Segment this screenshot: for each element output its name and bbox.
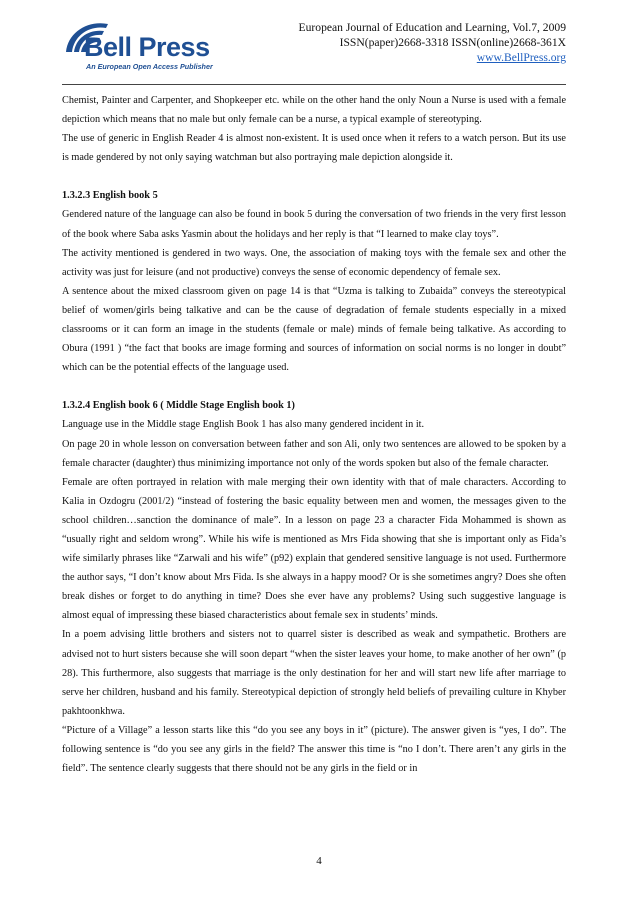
paragraph: A sentence about the mixed classroom given on page 14 is that “Uzma is talking to Zubaida” conveys the stereotypical belief of women/girls being talkative and can be the cause of degradation of female students especially in a mixed classrooms or it can form an image in the students (female or male) minds of female being talkative. As according to Obura (1991 ) “the fact that books are image forming and sources of information on social norms is no longer in doubt” which can be the potential effects of the language used. [62, 285, 566, 374]
publisher-logo [62, 18, 237, 78]
header-divider [62, 84, 566, 85]
page-number: 4 [316, 855, 322, 867]
paragraph: Gendered nature of the language can also be found in book 5 during the conversation of two friends in the very first lesson of the book where Saba asks Yasmin about the holidays and her reply is that “I learned to make clay toys”. [62, 209, 566, 240]
paragraph: In a poem advising little brothers and sisters not to quarrel sister is described as weak and sympathetic. Brothers are advised not to hurt sisters because she will soon depart “when the sister leaves your home, to make another of her own” (p 28). This furthermore, also suggests that marriage is the only destination for her and will start new life after marriage to serve her children, husband and his family. Stereotypical depiction of strongly held beliefs of prevailing culture in Khyber pakhtoonkhwa. [62, 629, 566, 717]
paragraph: Language use in the Middle stage English Book 1 has also many gendered incident in it. [62, 419, 425, 431]
logo-title: Bell Press [84, 32, 210, 62]
section-heading-english-book-5: 1.3.2.3 English book 5 [62, 190, 158, 202]
page-header [62, 18, 566, 82]
journal-citation: European Journal of Education and Learning, Vol.7, 2009 [298, 21, 566, 34]
journal-info [299, 20, 566, 65]
paragraph: Female are often portrayed in relation with male merging their own identity with that of male characters. According to Kalia in Ozdogru (2001/2) “instead of fostering the basic equality between men and women, the messages given to the school children…sanction the dominance of male”. In a lesson on page 23 a character Fida Mohammed is shown as “usually right and seldom wrong”. While his wife is mentioned as Mrs Fida showing that she is important only as Fida’s wife similarly phrases like “Zarwali and his wife” (p92) explain that gendered sensitive language is not used. Furthermore the author says, “I don’t know about Mrs Fida. Is she always in a happy mood? Or is she sometimes angry? Does she often break dishes or forget to do anything in time? Does she ever have any problems? Using such suggestive language is almost equal of impressing these biased characteristics about female sex in students’ minds. [62, 476, 566, 622]
paragraph: On page 20 in whole lesson on conversation between father and son Ali, only two sentences are allowed to be spoken by a female character (daughter) thus minimizing importance not only of the words spoken but also of the female character. [62, 438, 566, 469]
journal-website-link[interactable]: www.BellPress.org [476, 51, 566, 64]
journal-issn: ISSN(paper)2668-3318 ISSN(online)2668-361X [339, 36, 566, 49]
paragraph: The use of generic in English Reader 4 is almost non-existent. It is used once when it refers to a watch person. But its use is made gendered by not only saying watchman but also portraying male depiction alongside it. [62, 133, 566, 164]
paragraph: The activity mentioned is gendered in two ways. One, the association of making toys with the female sex and other the activity was just for leisure (and not productive) conveys the sense of economic dependency of female sex. [62, 247, 566, 278]
logo-tagline: An European Open Access Publisher [86, 62, 213, 71]
paragraph: “Picture of a Village” a lesson starts like this “do you see any boys in it” (picture). The answer given is “yes, I do”. The following sentence is “do you see any girls in the field? The answer this time is “no I don’t. There aren’t any girls in the field”. The sentence clearly suggests that there should not be any girls in the field or in [62, 724, 566, 775]
paragraph: Chemist, Painter and Carpenter, and Shopkeeper etc. while on the other hand the only Noun a Nurse is used with a female depiction which means that no male but only female can be a nurse, a typical example of stereotyping. [62, 95, 566, 126]
section-heading-english-book-6: 1.3.2.4 English book 6 ( Middle Stage English book 1) [62, 400, 295, 412]
article-body [62, 91, 566, 778]
